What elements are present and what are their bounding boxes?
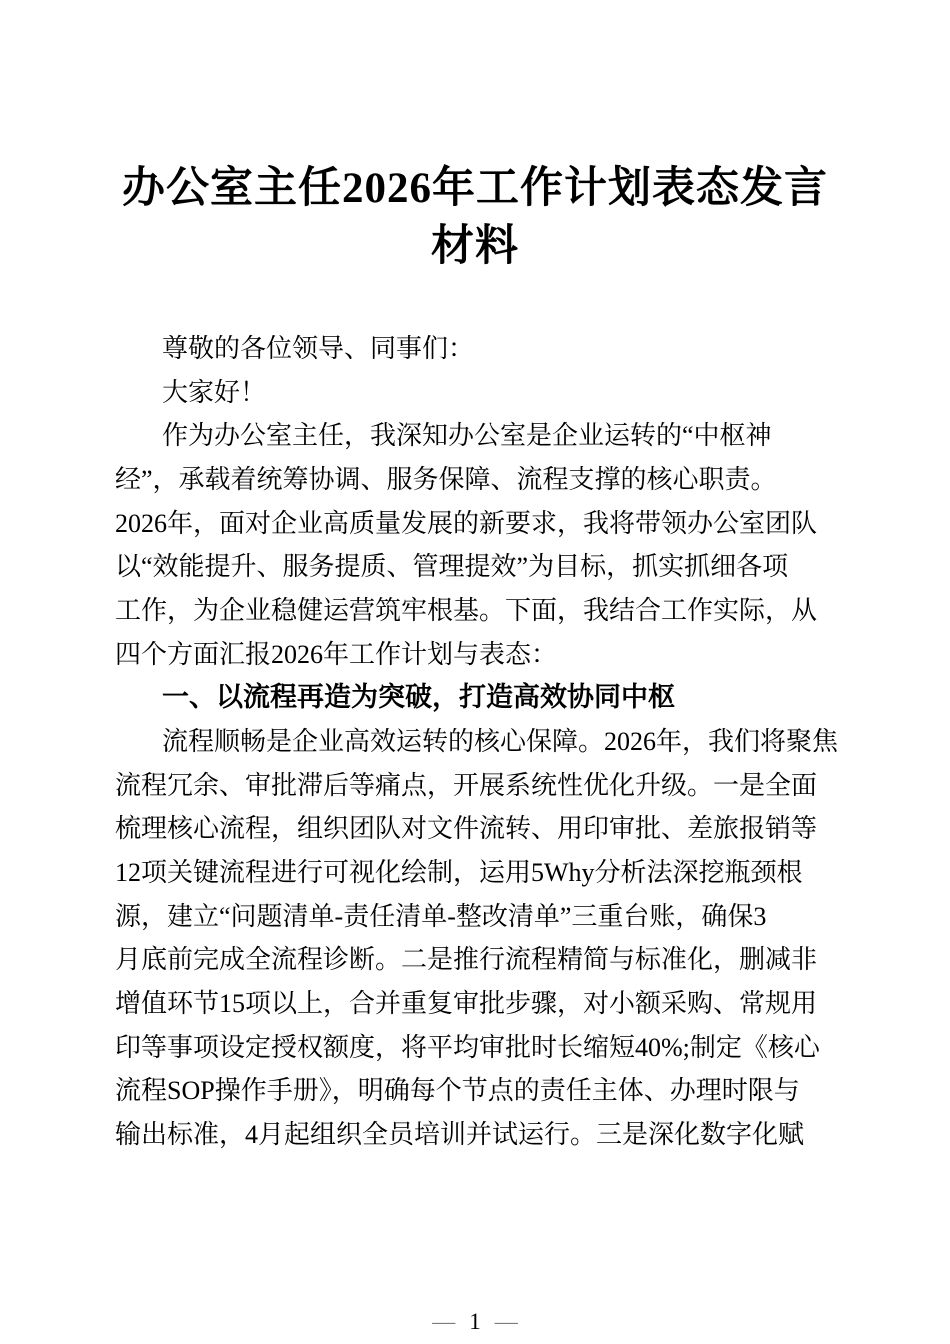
page-number-dash-right: — — [494, 1309, 518, 1334]
section-heading: 一、以流程再造为突破，打造高效协同中枢 — [162, 682, 675, 713]
page-number-value: 1 — [469, 1309, 481, 1334]
document-title-line-1: 办公室主任2026年工作计划表态发言 — [122, 165, 828, 212]
text-line: 梳理核心流程，组织团队对文件流转、用印审批、差旅报销等 — [115, 814, 818, 844]
text-line: 源，建立“问题清单-责任清单-整改清单”三重台账，确保3 — [115, 901, 767, 931]
greeting-line: 大家好！ — [162, 377, 267, 407]
text-line: 2026年，面对企业高质量发展的新要求，我将带领办公室团队 — [115, 508, 818, 538]
text-line: 作为办公室主任，我深知办公室是企业运转的“中枢神 — [162, 421, 772, 451]
salutation-line: 尊敬的各位领导、同事们： — [162, 334, 475, 363]
text-line: 四个方面汇报2026年工作计划与表态： — [115, 639, 558, 669]
document-body — [115, 327, 839, 1156]
document-title — [0, 160, 950, 276]
text-line: 月底前完成全流程诊断。二是推行流程精简与标准化，删减非 — [115, 945, 818, 975]
text-line: 以“效能提升、服务提质、管理提效”为目标，抓实抓细各项 — [115, 552, 789, 582]
text-line: 工作，为企业稳健运营筑牢根基。下面，我结合工作实际，从 — [115, 595, 818, 625]
text-line: 流程顺畅是企业高效运转的核心保障。2026年，我们将聚焦 — [162, 726, 839, 756]
text-line: 增值环节15项以上，合并重复审批步骤，对小额采购、常规用 — [115, 988, 818, 1018]
document-title-line-2: 材料 — [431, 223, 519, 270]
text-line: 输出标准，4月起组织全员培训并试运行。三是深化数字化赋 — [115, 1119, 805, 1149]
text-line: 经”，承载着统筹协调、服务保障、流程支撑的核心职责。 — [115, 464, 777, 494]
text-line: 12项关键流程进行可视化绘制，运用5Why分析法深挖瓶颈根 — [115, 857, 803, 887]
page-footer — [0, 1308, 950, 1336]
text-line: 流程SOP操作手册》，明确每个节点的责任主体、办理时限与 — [115, 1076, 800, 1106]
page-number-dash-left: — — [432, 1309, 456, 1334]
text-line: 印等事项设定授权额度，将平均审批时长缩短40%;制定《核心 — [115, 1032, 820, 1062]
text-line: 流程冗余、审批滞后等痛点，开展系统性优化升级。一是全面 — [115, 770, 818, 800]
